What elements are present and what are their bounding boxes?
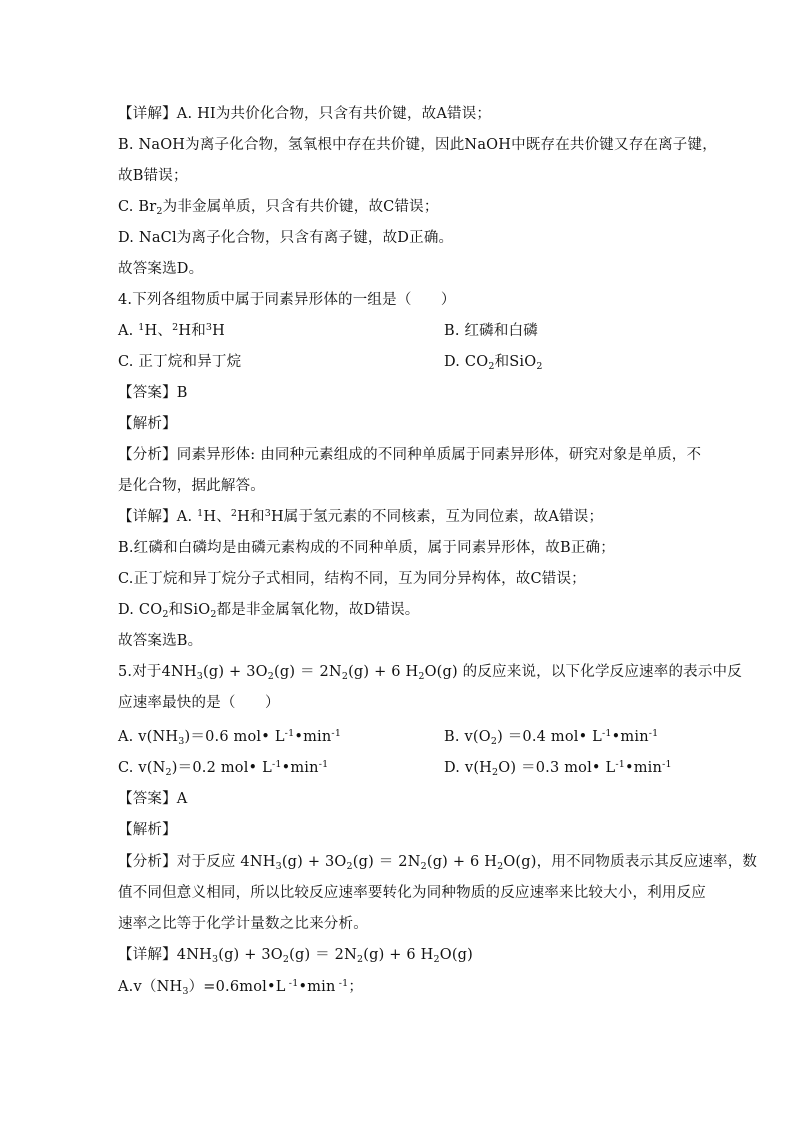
q3-detail-c: C. $Br_2$为非金属单质，只含有共价键，故C错误；: [118, 199, 439, 217]
q4-answer: 【答案】B: [118, 385, 188, 401]
q5-stem-line2: 应速率最快的是（ ）: [118, 695, 280, 711]
q5-option-a: A. $v(NH_3)=0.6$ mol• $L^{-1}•\min^{-1}$: [118, 728, 342, 747]
q3-detail-d: D. NaCl为离子化合物，只含有离子键，故D正确。: [118, 230, 454, 246]
q5-analysis-line3: 速率之比等于化学计量数之比来分析。: [118, 916, 368, 932]
q5-option-b: B. $v(O_2) =0.4$ mol• $L^{-1}•\min^{-1}$: [444, 728, 659, 747]
q4-stem: 4.下列各组物质中属于同素异形体的一组是（ ）: [118, 292, 456, 308]
q4-analysis-label: 【解析】: [118, 416, 177, 432]
q5-answer: 【答案】A: [118, 791, 188, 807]
q5-option-c: C. $v(N_2)=0.2$ mol• $L^{-1}•\min^{-1}$: [118, 759, 329, 778]
q5-option-d: D. $v(H_2O) =0.3$ mol• $L^{-1}•\min^{-1}$: [444, 759, 672, 778]
q4-detail-a: 【详解】A. $^1$H、$^2$H和$^3$H属于氢元素的不同核素，互为同位素，故A错误；: [118, 508, 604, 525]
q4-option-b: B. 红磷和白磷: [444, 323, 538, 339]
q4-option-a: A. $^1$H、$^2$H和$^3$H: [118, 322, 225, 339]
q3-detail-b-line1: B. NaOH为离子化合物，氢氧根中存在共价键，因此NaOH中既存在共价键又存在离子键，: [118, 137, 717, 153]
q4-option-d: D. $CO_2$和SiO$_2$: [444, 354, 543, 372]
q4-conclusion: 故答案选B。: [118, 633, 203, 649]
q4-detail-c: C.正丁烷和异丁烷分子式相同，结构不同，互为同分异构体，故C错误；: [118, 571, 586, 587]
q5-analysis-line1: 【分析】对于反应 $4NH_3(g) + 3O_2(g) = 2N_2(g) + 6$ $H_2O(g)$，用不同物质表示其反应速率，数: [118, 854, 758, 872]
q3-detail-a: 【详解】A. HI为共价化合物，只含有共价键，故A错误；: [118, 106, 492, 122]
q4-analysis-line2: 是化合物，据此解答。: [118, 478, 265, 494]
q3-conclusion: 故答案选D。: [118, 261, 204, 277]
q3-detail-b-line2: 故B错误；: [118, 168, 188, 184]
q4-detail-b: B.红磷和白磷均是由磷元素构成的不同种单质，属于同素异形体，故B正确；: [118, 540, 615, 556]
q5-stem-line1: 5.对于$4NH_3(g) + 3O_2(g) = 2N_2(g) + 6$ $H_2O(g)$ 的反应来说，以下化学反应速率的表示中反: [118, 664, 742, 682]
q5-analysis-label: 【解析】: [118, 822, 177, 838]
q5-analysis-line2: 值不同但意义相同，所以比较反应速率要转化为同种物质的反应速率来比较大小，利用反应: [118, 885, 706, 901]
q4-analysis-line1: 【分析】同素异形体: 由同种元素组成的不同种单质属于同素异形体，研究对象是单质，不: [118, 447, 702, 463]
q4-option-c: C. 正丁烷和异丁烷: [118, 354, 242, 370]
q4-detail-d: D. $CO_2$和SiO$_2$都是非金属氧化物，故D错误。: [118, 602, 420, 620]
q5-detail-a: $A.v(NH_3)=0.6mol•L$ $^{-1}$•min $^{-1}$；: [118, 978, 364, 997]
q5-detail-equation: 【详解】$4NH_3(g) + 3O_2(g) = 2N_2(g) + 6$ $H_2O(g)$: [118, 947, 474, 965]
